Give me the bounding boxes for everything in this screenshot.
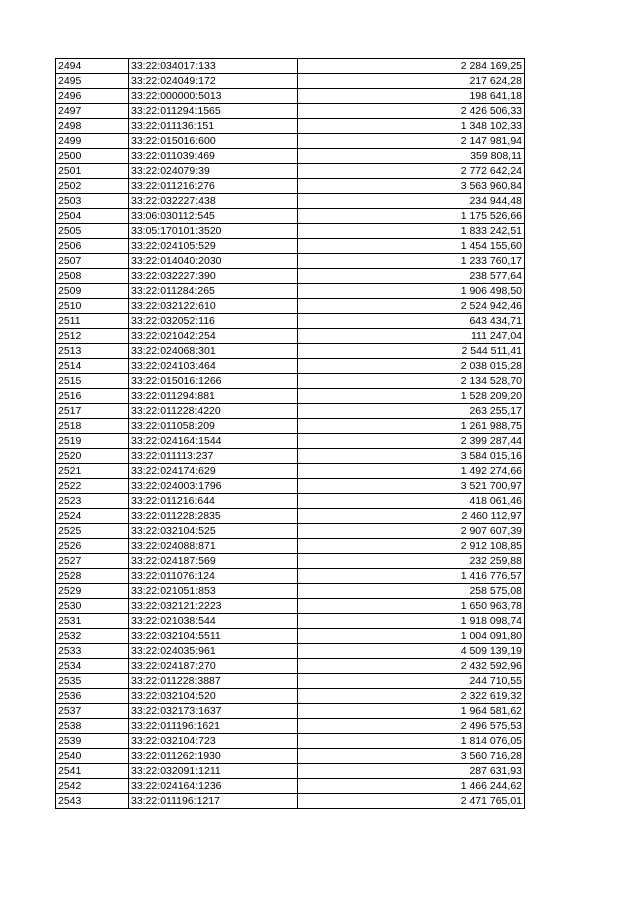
cadastral-number-cell: 33:22:032104:525 [129,524,298,539]
table-row [56,299,525,314]
cadastral-number-cell: 33:22:011294:1565 [129,104,298,119]
cadastral-value-cell: 2 912 108,85 [298,539,525,554]
table-row [56,644,525,659]
cadastral-value-cell: 4 509 139,19 [298,644,525,659]
row-number-cell: 2514 [56,359,129,374]
table-row [56,779,525,794]
table-row [56,584,525,599]
cadastral-value-cell: 1 466 244,62 [298,779,525,794]
cadastral-number-cell: 33:22:014040:2030 [129,254,298,269]
table-row [56,674,525,689]
cadastral-value-cell: 3 560 716,28 [298,749,525,764]
row-number-cell: 2502 [56,179,129,194]
row-number-cell: 2517 [56,404,129,419]
row-number-cell: 2498 [56,119,129,134]
cadastral-value-cell: 1 906 498,50 [298,284,525,299]
cadastral-value-cell: 2 496 575,53 [298,719,525,734]
row-number-cell: 2538 [56,719,129,734]
cadastral-number-cell: 33:22:024187:270 [129,659,298,674]
cadastral-value-cell: 1 814 076,05 [298,734,525,749]
cadastral-value-cell: 238 577,64 [298,269,525,284]
cadastral-value-cell: 3 584 015,16 [298,449,525,464]
table-row [56,464,525,479]
cadastral-value-cell: 111 247,04 [298,329,525,344]
table-row [56,434,525,449]
cadastral-number-cell: 33:22:032121:2223 [129,599,298,614]
table-row [56,749,525,764]
cadastral-number-cell: 33:22:000000:5013 [129,89,298,104]
cadastral-value-cell: 2 134 528,70 [298,374,525,389]
cadastral-value-cell: 1 348 102,33 [298,119,525,134]
cadastral-number-cell: 33:22:015016:1266 [129,374,298,389]
cadastral-value-cell: 1 454 155,60 [298,239,525,254]
cadastral-number-cell: 33:22:024035:961 [129,644,298,659]
table-row [56,734,525,749]
row-number-cell: 2531 [56,614,129,629]
cadastral-number-cell: 33:22:011262:1930 [129,749,298,764]
cadastral-value-cell: 1 233 760,17 [298,254,525,269]
cadastral-number-cell: 33:22:021042:254 [129,329,298,344]
cadastral-value-cell: 234 944,48 [298,194,525,209]
row-number-cell: 2526 [56,539,129,554]
cadastral-value-cell: 3 521 700,97 [298,479,525,494]
cadastral-number-cell: 33:22:034017:133 [129,59,298,74]
cadastral-number-cell: 33:22:011196:1621 [129,719,298,734]
cadastral-number-cell: 33:22:024088:871 [129,539,298,554]
row-number-cell: 2515 [56,374,129,389]
table-row [56,599,525,614]
cadastral-number-cell: 33:22:024164:1236 [129,779,298,794]
cadastral-number-cell: 33:22:011228:2835 [129,509,298,524]
table-row [56,374,525,389]
cadastral-value-cell: 198 641,18 [298,89,525,104]
table-row [56,74,525,89]
row-number-cell: 2543 [56,794,129,809]
cadastral-value-cell: 217 624,28 [298,74,525,89]
row-number-cell: 2523 [56,494,129,509]
cadastral-number-cell: 33:22:021051:853 [129,584,298,599]
row-number-cell: 2529 [56,584,129,599]
row-number-cell: 2541 [56,764,129,779]
cadastral-number-cell: 33:22:011228:3887 [129,674,298,689]
cadastral-number-cell: 33:22:032052:116 [129,314,298,329]
cadastral-value-cell: 2 907 607,39 [298,524,525,539]
table-row [56,629,525,644]
row-number-cell: 2536 [56,689,129,704]
table-row [56,479,525,494]
cadastral-value-cell: 2 524 942,46 [298,299,525,314]
cadastral-number-cell: 33:22:011228:4220 [129,404,298,419]
row-number-cell: 2530 [56,599,129,614]
cadastral-value-table [55,58,525,809]
row-number-cell: 2534 [56,659,129,674]
cadastral-number-cell: 33:22:024174:629 [129,464,298,479]
cadastral-number-cell: 33:22:015016:600 [129,134,298,149]
table-row [56,689,525,704]
row-number-cell: 2497 [56,104,129,119]
cadastral-value-cell: 1 416 776,57 [298,569,525,584]
row-number-cell: 2505 [56,224,129,239]
table-row [56,794,525,809]
row-number-cell: 2528 [56,569,129,584]
cadastral-value-cell: 1 650 963,78 [298,599,525,614]
table-body [56,59,525,809]
cadastral-value-cell: 643 434,71 [298,314,525,329]
table-row [56,509,525,524]
cadastral-number-cell: 33:22:024187:569 [129,554,298,569]
row-number-cell: 2518 [56,419,129,434]
table-row [56,149,525,164]
table-row [56,134,525,149]
cadastral-number-cell: 33:22:032104:5511 [129,629,298,644]
row-number-cell: 2537 [56,704,129,719]
row-number-cell: 2510 [56,299,129,314]
cadastral-value-cell: 258 575,08 [298,584,525,599]
table-row [56,449,525,464]
table-row [56,104,525,119]
cadastral-value-cell: 2 399 287,44 [298,434,525,449]
cadastral-number-cell: 33:22:032091:1211 [129,764,298,779]
table-row [56,419,525,434]
row-number-cell: 2504 [56,209,129,224]
cadastral-number-cell: 33:06:030112:545 [129,209,298,224]
cadastral-value-cell: 1 964 581,62 [298,704,525,719]
cadastral-value-cell: 2 772 642,24 [298,164,525,179]
table-row [56,254,525,269]
row-number-cell: 2516 [56,389,129,404]
cadastral-value-cell: 359 808,11 [298,149,525,164]
cadastral-value-cell: 2 426 506,33 [298,104,525,119]
cadastral-number-cell: 33:22:024164:1544 [129,434,298,449]
table-row [56,659,525,674]
cadastral-number-cell: 33:22:032173:1637 [129,704,298,719]
table-row [56,239,525,254]
cadastral-value-cell: 1 004 091,80 [298,629,525,644]
cadastral-value-cell: 2 460 112,97 [298,509,525,524]
cadastral-number-cell: 33:22:011216:644 [129,494,298,509]
cadastral-value-cell: 2 284 169,25 [298,59,525,74]
cadastral-value-cell: 244 710,55 [298,674,525,689]
table-row [56,359,525,374]
table-row [56,209,525,224]
cadastral-number-cell: 33:22:011294:881 [129,389,298,404]
row-number-cell: 2520 [56,449,129,464]
cadastral-number-cell: 33:22:032122:610 [129,299,298,314]
table-row [56,719,525,734]
cadastral-value-cell: 1 175 526,66 [298,209,525,224]
table-row [56,614,525,629]
cadastral-number-cell: 33:22:024105:529 [129,239,298,254]
row-number-cell: 2499 [56,134,129,149]
table-row [56,494,525,509]
row-number-cell: 2540 [56,749,129,764]
row-number-cell: 2525 [56,524,129,539]
cadastral-value-cell: 1 492 274,66 [298,464,525,479]
cadastral-value-cell: 1 528 209,20 [298,389,525,404]
table-row [56,119,525,134]
row-number-cell: 2503 [56,194,129,209]
row-number-cell: 2533 [56,644,129,659]
cadastral-number-cell: 33:22:011284:265 [129,284,298,299]
table-row [56,344,525,359]
table-row [56,314,525,329]
row-number-cell: 2521 [56,464,129,479]
cadastral-number-cell: 33:22:024103:464 [129,359,298,374]
cadastral-value-cell: 2 322 619,32 [298,689,525,704]
cadastral-number-cell: 33:22:032104:723 [129,734,298,749]
cadastral-number-cell: 33:22:011076:124 [129,569,298,584]
table-row [56,224,525,239]
cadastral-number-cell: 33:22:011058:209 [129,419,298,434]
cadastral-value-cell: 2 544 511,41 [298,344,525,359]
cadastral-value-cell: 1 261 988,75 [298,419,525,434]
table-row [56,404,525,419]
table-row [56,524,525,539]
cadastral-value-cell: 263 255,17 [298,404,525,419]
row-number-cell: 2535 [56,674,129,689]
row-number-cell: 2506 [56,239,129,254]
row-number-cell: 2494 [56,59,129,74]
row-number-cell: 2539 [56,734,129,749]
cadastral-number-cell: 33:22:011216:276 [129,179,298,194]
cadastral-value-cell: 2 432 592,96 [298,659,525,674]
row-number-cell: 2509 [56,284,129,299]
row-number-cell: 2501 [56,164,129,179]
row-number-cell: 2542 [56,779,129,794]
row-number-cell: 2508 [56,269,129,284]
cadastral-number-cell: 33:22:032227:390 [129,269,298,284]
cadastral-number-cell: 33:22:032104:520 [129,689,298,704]
cadastral-value-cell: 3 563 960,84 [298,179,525,194]
cadastral-number-cell: 33:22:024003:1796 [129,479,298,494]
table-row [56,269,525,284]
row-number-cell: 2500 [56,149,129,164]
row-number-cell: 2519 [56,434,129,449]
cadastral-number-cell: 33:22:011039:469 [129,149,298,164]
cadastral-value-cell: 1 918 098,74 [298,614,525,629]
row-number-cell: 2513 [56,344,129,359]
table-row [56,59,525,74]
table-row [56,389,525,404]
table-row [56,329,525,344]
row-number-cell: 2524 [56,509,129,524]
cadastral-value-cell: 232 259,88 [298,554,525,569]
table-row [56,764,525,779]
cadastral-number-cell: 33:22:024049:172 [129,74,298,89]
row-number-cell: 2495 [56,74,129,89]
cadastral-number-cell: 33:22:011196:1217 [129,794,298,809]
table-row [56,164,525,179]
cadastral-value-cell: 1 833 242,51 [298,224,525,239]
row-number-cell: 2527 [56,554,129,569]
cadastral-number-cell: 33:22:011136:151 [129,119,298,134]
table-row [56,569,525,584]
cadastral-value-cell: 2 038 015,28 [298,359,525,374]
table-row [56,179,525,194]
cadastral-value-cell: 2 471 765,01 [298,794,525,809]
cadastral-number-cell: 33:22:024068:301 [129,344,298,359]
table-row [56,704,525,719]
cadastral-number-cell: 33:22:021038:544 [129,614,298,629]
table-row [56,554,525,569]
cadastral-value-cell: 418 061,46 [298,494,525,509]
row-number-cell: 2532 [56,629,129,644]
cadastral-number-cell: 33:22:011113:237 [129,449,298,464]
row-number-cell: 2522 [56,479,129,494]
cadastral-value-cell: 2 147 981,94 [298,134,525,149]
row-number-cell: 2507 [56,254,129,269]
row-number-cell: 2496 [56,89,129,104]
table-row [56,284,525,299]
cadastral-number-cell: 33:05:170101:3520 [129,224,298,239]
table-row [56,539,525,554]
table-row [56,89,525,104]
row-number-cell: 2512 [56,329,129,344]
cadastral-value-cell: 287 631,93 [298,764,525,779]
cadastral-number-cell: 33:22:032227:438 [129,194,298,209]
table-row [56,194,525,209]
cadastral-number-cell: 33:22:024079:39 [129,164,298,179]
row-number-cell: 2511 [56,314,129,329]
